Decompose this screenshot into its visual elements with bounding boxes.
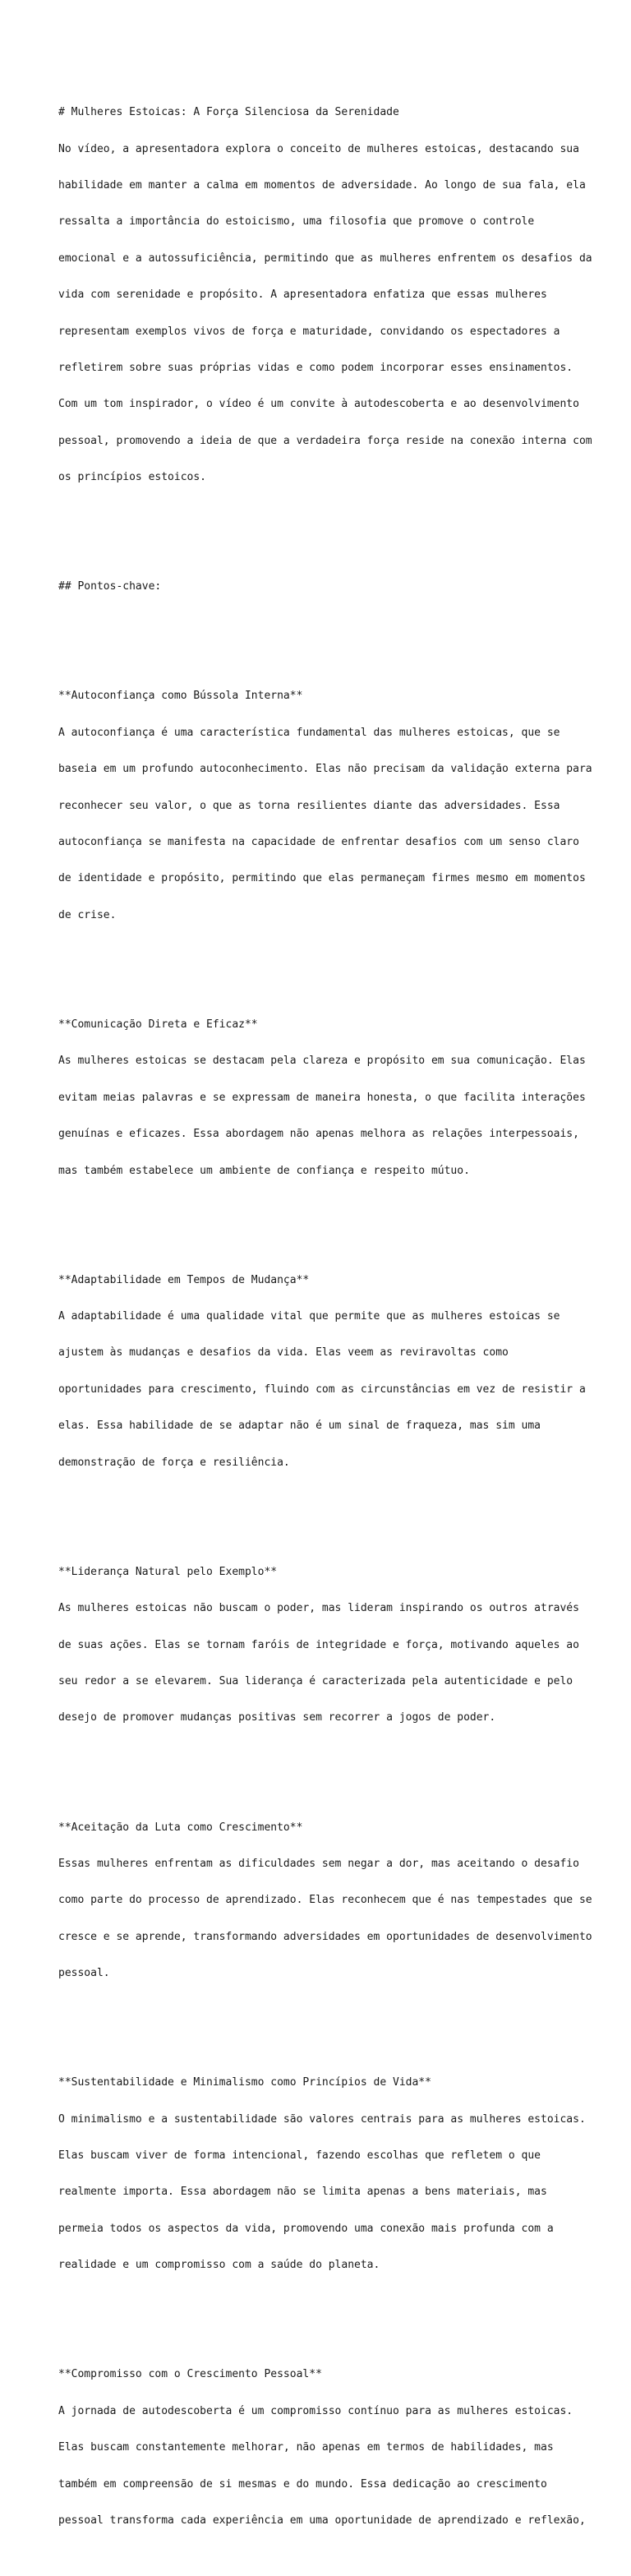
intro-line: No vídeo, a apresentadora explora o conceito de mulheres estoicas, destacando sua (58, 142, 579, 155)
point-line: pessoal. (58, 1967, 110, 1980)
point-compromisso (58, 2345, 584, 2552)
point-line: O minimalismo e a sustentabilidade são valores centrais para as mulheres estoicas. (58, 2112, 586, 2126)
point-line: Essas mulheres enfrentam as dificuldades sem negar a dor, mas aceitando o desafio (58, 1857, 579, 1870)
point-line: genuínas e eficazes. Essa abordagem não apenas melhora as relações interpessoais, (58, 1128, 579, 1141)
point-line: Elas buscam constantemente melhorar, não apenas em termos de habilidades, mas (58, 2441, 554, 2454)
intro-line: refletirem sobre suas próprias vidas e como podem incorporar esses ensinamentos. (58, 361, 573, 374)
point-heading: **Sustentabilidade e Minimalismo como Princípios de Vida** (58, 2076, 431, 2089)
point-line: de identidade e propósito, permitindo que elas permaneçam firmes mesmo em momentos (58, 872, 586, 885)
point-adaptabilidade (58, 1250, 584, 1493)
intro-block (58, 83, 592, 509)
document-title: # Mulheres Estoicas: A Força Silenciosa da Serenidade (58, 106, 399, 119)
point-line: ajustem às mudanças e desafios da vida. Elas veem as reviravoltas como (58, 1346, 509, 1360)
point-line: de suas ações. Elas se tornam faróis de integridade e força, motivando aqueles ao (58, 1638, 579, 1651)
intro-line: os princípios estoicos. (58, 471, 207, 484)
point-line: seu redor a se elevarem. Sua liderança é caracterizada pela autenticidade e pelo (58, 1674, 573, 1687)
point-line: elas. Essa habilidade de se adaptar não é um sinal de fraqueza, mas sim uma (58, 1420, 541, 1433)
point-line: Elas buscam viver de forma intencional, fazendo escolhas que refletem o que (58, 2149, 541, 2163)
point-comunicacao (58, 995, 584, 1202)
point-heading: **Compromisso com o Crescimento Pessoal** (58, 2368, 322, 2381)
point-heading: **Comunicação Direta e Eficaz** (58, 1018, 258, 1031)
intro-line: emocional e a autossuficiência, permitindo que as mulheres enfrentem os desafios da (58, 252, 592, 265)
intro-line: ressalta a importância do estoicismo, uma filosofia que promove o controle (58, 215, 535, 229)
point-sustentabilidade (58, 2053, 584, 2297)
point-heading: **Aceitação da Luta como Crescimento** (58, 1821, 303, 1834)
section-heading-block (58, 557, 584, 618)
point-line: mas também estabelece um ambiente de confiança e respeito mútuo. (58, 1164, 470, 1177)
point-line: de crise. (58, 908, 117, 921)
point-line: cresce e se aprende, transformando adversidades em oportunidades de desenvolvimento (58, 1930, 592, 1943)
point-line: também em compreensão de si mesmas e do mundo. Essa dedicação ao crescimento (58, 2477, 547, 2491)
point-line: realidade e um compromisso com a saúde do planeta. (58, 2259, 380, 2272)
point-heading: **Adaptabilidade em Tempos de Mudança** (58, 1273, 310, 1286)
intro-line: representam exemplos vivos de força e maturidade, convidando os espectadores a (58, 325, 560, 338)
document-body (58, 58, 592, 2576)
point-line: As mulheres estoicas se destacam pela clareza e propósito em sua comunicação. Elas (58, 1055, 586, 1068)
point-heading: **Autoconfiança como Bússola Interna** (58, 690, 303, 703)
point-line: permeia todos os aspectos da vida, promovendo uma conexão mais profunda com a (58, 2222, 554, 2235)
section-heading: ## Pontos-chave: (58, 580, 162, 593)
point-line: A adaptabilidade é uma qualidade vital que permite que as mulheres estoicas se (58, 1310, 560, 1323)
intro-line: vida com serenidade e propósito. A apresentadora enfatiza que essas mulheres (58, 289, 547, 302)
intro-line: habilidade em manter a calma em momentos de adversidade. Ao longo de sua fala, ela (58, 178, 586, 192)
point-line: desejo de promover mudanças positivas sem recorrer a jogos de poder. (58, 1711, 496, 1724)
point-line: realmente importa. Essa abordagem não se limita apenas a bens materiais, mas (58, 2186, 547, 2199)
point-line: A autoconfiança é uma característica fundamental das mulheres estoicas, que se (58, 726, 560, 739)
point-heading: **Liderança Natural pelo Exemplo** (58, 1565, 278, 1578)
point-line: A jornada de autodescoberta é um compromisso contínuo para as mulheres estoicas. (58, 2404, 573, 2417)
point-line: evitam meias palavras e se expressam de maneira honesta, o que facilita interações (58, 1091, 586, 1104)
point-line: baseia em um profundo autoconhecimento. Elas não precisam da validação externa para (58, 763, 592, 776)
point-line: As mulheres estoicas não buscam o poder, mas lideram inspirando os outros através (58, 1602, 579, 1615)
point-aceitacao (58, 1798, 592, 2005)
point-line: demonstração de força e resiliência. (58, 1456, 290, 1469)
intro-line: Com um tom inspirador, o vídeo é um convite à autodescoberta e ao desenvolvimento (58, 398, 579, 411)
point-line: autoconfiança se manifesta na capacidade de enfrentar desafios com um senso claro (58, 836, 579, 848)
point-line: pessoal transforma cada experiência em uma oportunidade de aprendizado e reflexão, (58, 2514, 586, 2527)
point-line: oportunidades para crescimento, fluindo com as circunstâncias em vez de resistir a (58, 1383, 586, 1396)
intro-line: pessoal, promovendo a ideia de que a verdadeira força reside na conexão interna com (58, 434, 592, 447)
point-line: como parte do processo de aprendizado. Elas reconhecem que é nas tempestades que se (58, 1894, 592, 1907)
point-autoconfianca (58, 667, 592, 946)
point-lideranca (58, 1542, 584, 1749)
point-line: reconhecer seu valor, o que as torna resilientes diante das adversidades. Essa (58, 799, 560, 812)
